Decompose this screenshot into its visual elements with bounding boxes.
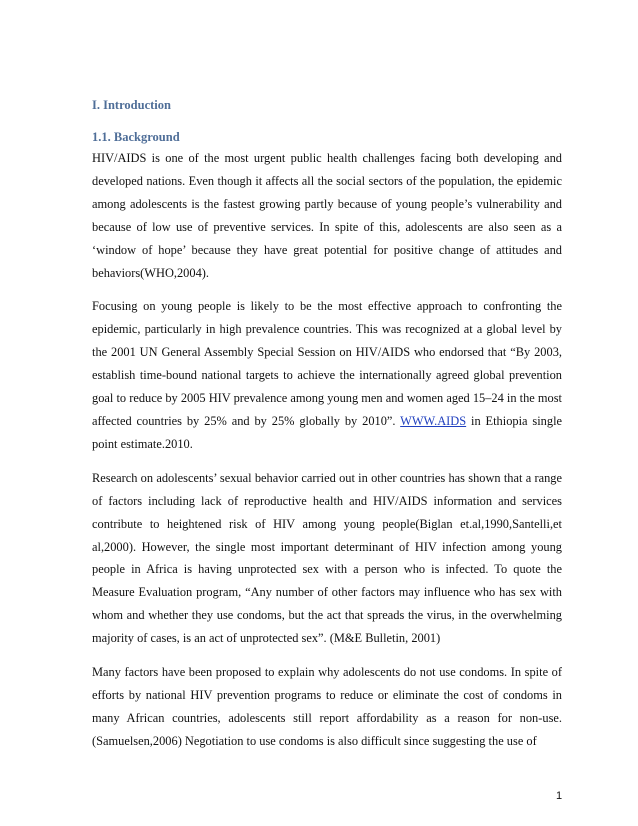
subsection-heading: 1.1. Background bbox=[92, 130, 180, 144]
paragraph-2-text-start: Focusing on young people is likely to be the most effective approach to confronting the epidemic, particularly in high prevalence countries. This was recognized at a global level by the 2001 UN General Assembly Special Session on HIV/AIDS who endorsed that “By 2003, establish time-bound national targets to achieve the internationally agreed global prevention goal to reduce by 2005 HIV prevalence among young men and women aged 15–24 in the most affected countries by 25% and by 25% globally by 2010”. bbox=[92, 299, 562, 428]
paragraph-4: Many factors have been proposed to explain why adolescents do not use condoms. In spite of efforts by national HIV prevention programs to reduce or eliminate the cost of condoms in many African countries, adolescents still report affordability as a reason for non-use. (Samuelsen,2006) Negotiation to use condoms is also difficult since suggesting the use of bbox=[92, 665, 562, 748]
paragraph-2-text-end: in Ethiopia single point estimate.2010. bbox=[92, 413, 563, 451]
page-number: 1 bbox=[556, 790, 563, 802]
aids-link[interactable]: WWW.AIDS bbox=[400, 413, 467, 428]
paragraph-3: Research on adolescents’ sexual behavior carried out in other countries has shown that a range of factors including lack of reproductive health and HIV/AIDS information and services contribute to heightened risk of HIV among young people(Biglan et.al,1990,Santelli,et al,2000). However, the single most important determinant of HIV infection among young people in Africa is having unprotected sex with a person who is infected. To quote the Measure Evaluation program, “Any number of other factors may influence who has sex with whom and whether they use condoms, but the act that spreads the virus, in the overwhelming majority of cases, is an act of unprotected sex”. (M&E Bulletin, 2001) bbox=[92, 470, 562, 646]
paragraph-2 bbox=[92, 295, 562, 455]
section-heading: I. Introduction bbox=[92, 98, 171, 112]
page-content bbox=[92, 98, 562, 764]
paragraph-1: HIV/AIDS is one of the most urgent public health challenges facing both developing and developed nations. Even though it affects all the social sectors of the population, the epidemic among adolescents is the fastest growing partly because of young people’s vulnerability and because of low use of preventive services. In spite of this, adolescents are also seen as a ‘window of hope’ because they have great potential for positive change of attitudes and behaviors(WHO,2004). bbox=[92, 151, 562, 280]
